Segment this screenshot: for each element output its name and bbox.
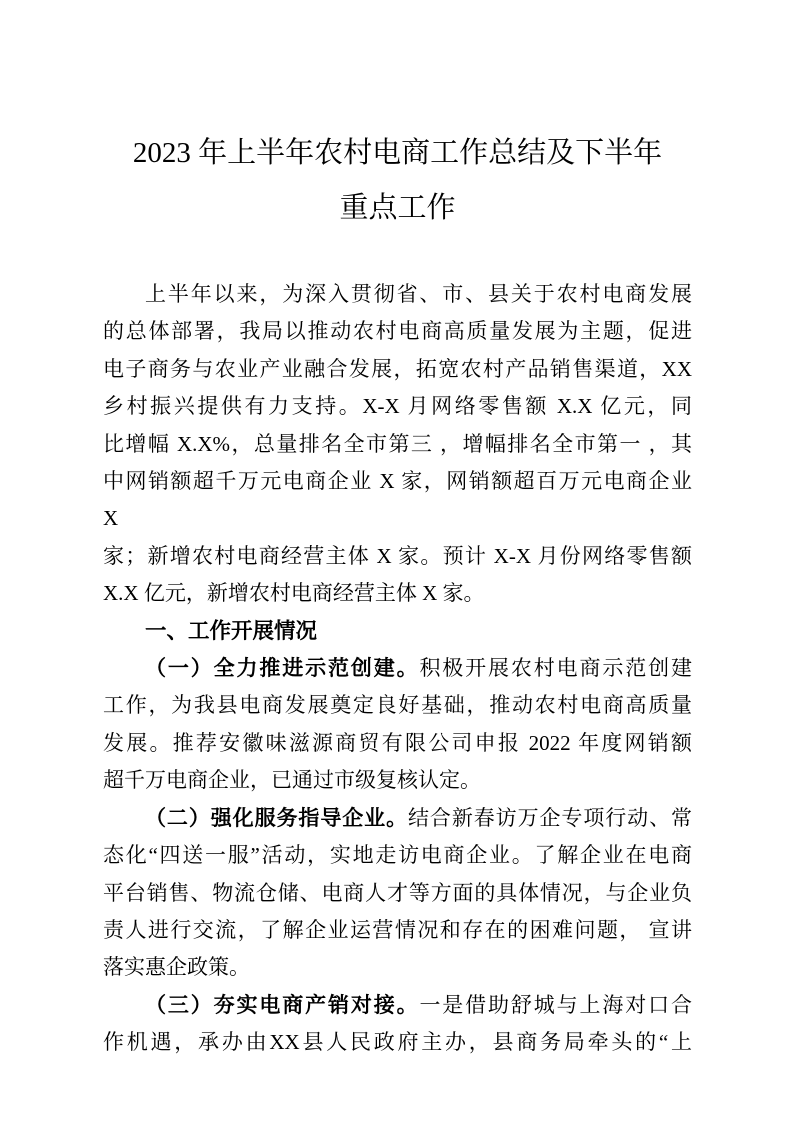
paragraph-lead-text: （一）全力推进示范创建。 xyxy=(145,656,420,681)
body-text-run: 的总体部署，我局以推动农村电商高质量发展为主题，促进 xyxy=(103,319,692,344)
body-text-run: 结合新春访万企专项行动、常 xyxy=(408,805,692,830)
paragraph-lead-text: （二）强化服务指导企业。 xyxy=(145,805,408,830)
body-text-run: 比增幅 X.X%，总量排名全市第三 ，增幅排名全市第一 ，其 xyxy=(103,431,692,456)
body-text-run: 家；新增农村电商经营主体 X 家。预计 X-X 月份网络零售额 xyxy=(103,543,692,568)
body-text-run: 态化“四送一服”活动，实地走访电商企业。了解企业在电商 xyxy=(103,843,692,868)
section-heading xyxy=(103,613,692,650)
text-line xyxy=(103,575,692,612)
document-title xyxy=(103,126,692,236)
text-line xyxy=(103,837,692,874)
text-line xyxy=(103,949,692,986)
body-text-run: X xyxy=(103,506,119,531)
text-line xyxy=(103,500,692,537)
body-text-run: 发展。推荐安徽味滋源商贸有限公司申报 2022 年度网销额 xyxy=(103,730,692,755)
text-line xyxy=(103,351,692,388)
text-line xyxy=(103,875,692,912)
text-line xyxy=(103,650,692,687)
text-line xyxy=(103,800,692,837)
body-text-run: 工作，为我县电商发展奠定良好基础，推动农村电商高质量 xyxy=(103,693,692,718)
text-line xyxy=(103,426,692,463)
body-text-run: 落实惠企政策。 xyxy=(103,955,250,980)
text-line xyxy=(103,987,692,1024)
paragraph-lead-text: （三）夯实电商产销对接。 xyxy=(145,992,420,1017)
body-text-run: 平台销售、物流仓储、电商人才等方面的具体情况，与企业负 xyxy=(103,880,692,905)
title-line-2: 重点工作 xyxy=(339,192,456,224)
body-text-run: 积极开展农村电商示范创建 xyxy=(419,656,693,681)
document-body xyxy=(103,276,692,1062)
text-line xyxy=(103,687,692,724)
text-line xyxy=(103,538,692,575)
text-line xyxy=(103,1024,692,1061)
body-text-run: 一是借助舒城与上海对口合 xyxy=(419,992,693,1017)
text-line xyxy=(103,912,692,949)
body-text-run: 超千万电商企业，已通过市级复核认定。 xyxy=(103,768,481,793)
text-line xyxy=(103,388,692,425)
body-text-run: 乡村振兴提供有力支持。X-X 月网络零售额 X.X 亿元，同 xyxy=(103,394,692,419)
text-line xyxy=(103,725,692,762)
text-line xyxy=(103,463,692,500)
body-text-run: 上半年以来，为深入贯彻省、市、县关于农村电商发展 xyxy=(145,282,692,306)
text-line xyxy=(103,762,692,799)
body-text-run: 中网销额超千万元电商企业 X 家，网销额超百万元电商企业 xyxy=(103,469,692,494)
title-line-1: 2023 年上半年农村电商工作总结及下半年 xyxy=(132,137,663,169)
body-text-run: 电子商务与农业产业融合发展，拓宽农村产品销售渠道，XX xyxy=(103,356,692,381)
text-line xyxy=(103,313,692,350)
body-text-run: 一、工作开展情况 xyxy=(145,618,318,643)
body-text-run: 责人进行交流，了解企业运营情况和存在的困难问题， 宣讲 xyxy=(103,917,692,942)
body-text-run: 作机遇，承办由XX县人民政府主办，县商务局牵头的“上 xyxy=(103,1030,692,1055)
text-line xyxy=(103,276,692,313)
body-text-run: X.X 亿元，新增农村电商经营主体 X 家。 xyxy=(103,581,485,606)
